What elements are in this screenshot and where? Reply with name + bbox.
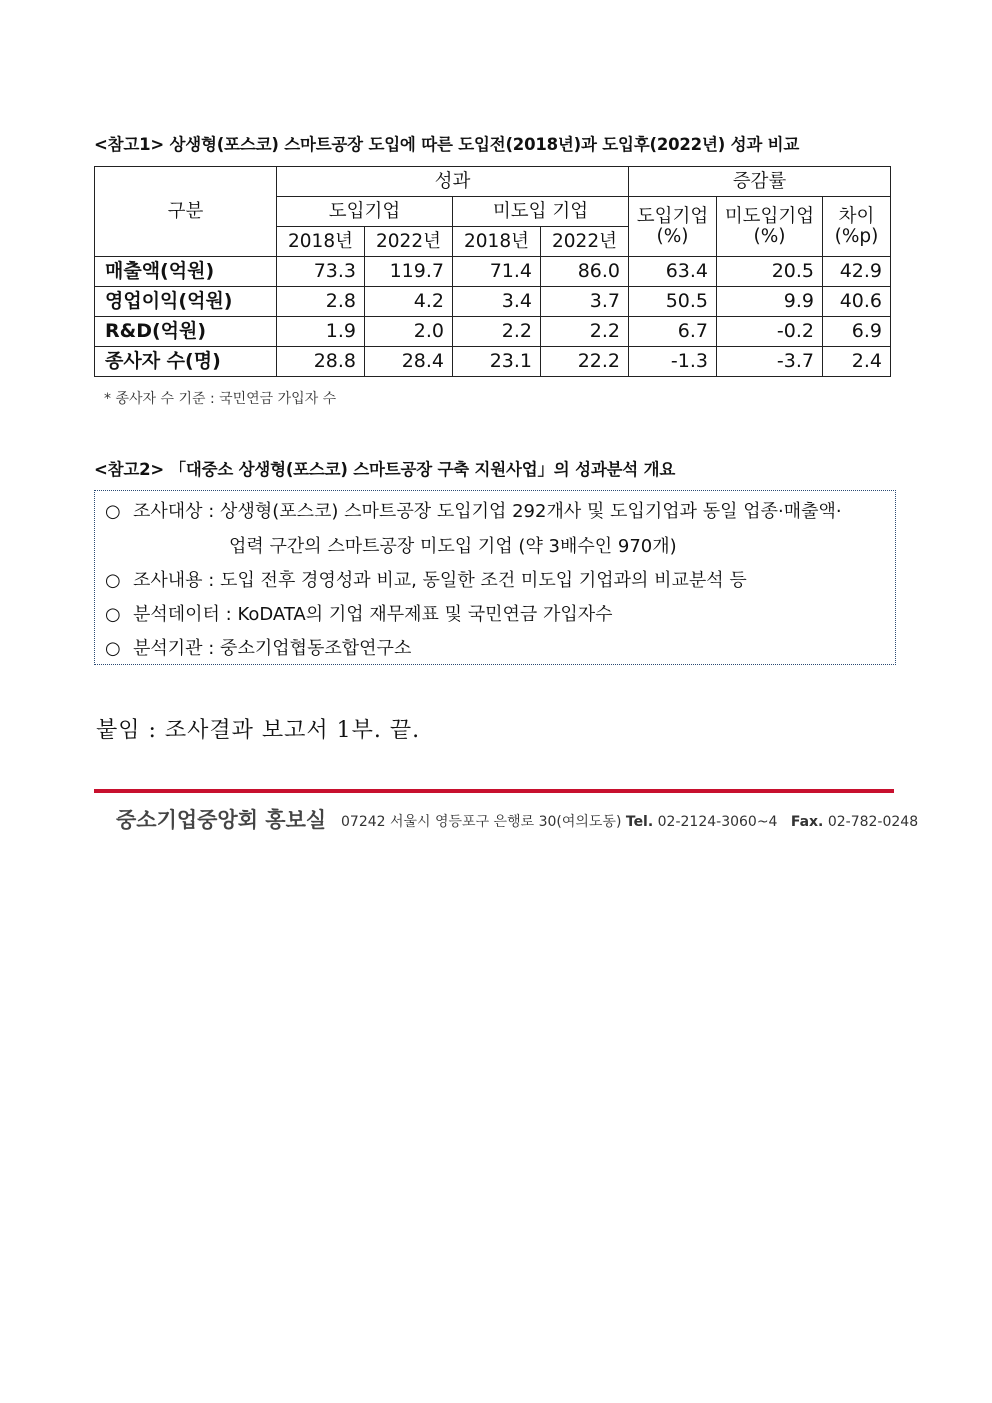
circle-bullet-icon: ○ (105, 638, 121, 659)
list-item: ○ 조사대상 : 상생형(포스코) 스마트공장 도입기업 292개사 및 도입기업과 동일 업종·매출액· (105, 501, 842, 522)
reference-2-title: <참고2> 「대중소 상생형(포스코) 스마트공장 구축 지원사업」의 성과분석 개요 (94, 460, 676, 479)
header-performance: 성과 (277, 167, 629, 197)
analysis-overview-box (94, 490, 896, 665)
list-item: ○ 조사내용 : 도입 전후 경영성과 비교, 동일한 조건 미도입 기업과의 비교분석 등 (105, 570, 747, 591)
cell-non-adopted-2018: 2.2 (453, 317, 541, 347)
cell-adopted-rate: 50.5 (629, 287, 717, 317)
cell-non-adopted-2018: 71.4 (453, 257, 541, 287)
header-category: 구분 (95, 167, 277, 257)
footer-address: 07242 서울시 영등포구 은행로 30(여의도동) (341, 814, 622, 830)
cell-adopted-2018: 73.3 (277, 257, 365, 287)
row-label: 매출액(억원) (95, 257, 277, 287)
row-label: R&D(억원) (95, 317, 277, 347)
cell-difference: 2.4 (823, 347, 891, 377)
cell-non-adopted-rate: 9.9 (717, 287, 823, 317)
list-item-continuation: 업력 구간의 스마트공장 미도입 기업 (약 3배수인 970개) (229, 536, 677, 557)
row-label: 종사자 수(명) (95, 347, 277, 377)
cell-non-adopted-rate: -3.7 (717, 347, 823, 377)
header-adopted: 도입기업 (277, 197, 453, 227)
header-non-adopted-2022: 2022년 (541, 227, 629, 257)
cell-adopted-2022: 28.4 (365, 347, 453, 377)
header-adopted-pct: 도입기업 (%) (629, 197, 717, 257)
cell-difference: 6.9 (823, 317, 891, 347)
footer-divider (94, 789, 894, 793)
cell-non-adopted-2022: 22.2 (541, 347, 629, 377)
cell-adopted-rate: 6.7 (629, 317, 717, 347)
cell-adopted-2018: 28.8 (277, 347, 365, 377)
footer-contact (341, 811, 918, 831)
cell-adopted-2018: 1.9 (277, 317, 365, 347)
header-non-adopted: 미도입 기업 (453, 197, 629, 227)
header-change-rate: 증감률 (629, 167, 891, 197)
cell-adopted-2018: 2.8 (277, 287, 365, 317)
table-footnote: * 종사자 수 기준 : 국민연금 가입자 수 (104, 391, 337, 407)
footer-organization: 중소기업중앙회 홍보실 (116, 808, 327, 832)
fax-number: 02-782-0248 (827, 814, 919, 830)
cell-non-adopted-rate: -0.2 (717, 317, 823, 347)
header-difference: 차이 (%p) (823, 197, 891, 257)
cell-non-adopted-2022: 86.0 (541, 257, 629, 287)
cell-adopted-rate: -1.3 (629, 347, 717, 377)
table-row (95, 257, 891, 287)
table-row (95, 317, 891, 347)
cell-adopted-2022: 119.7 (365, 257, 453, 287)
cell-non-adopted-rate: 20.5 (717, 257, 823, 287)
circle-bullet-icon: ○ (105, 570, 121, 591)
cell-non-adopted-2022: 3.7 (541, 287, 629, 317)
cell-adopted-2022: 2.0 (365, 317, 453, 347)
circle-bullet-icon: ○ (105, 501, 121, 522)
tel-label: Tel. (625, 814, 654, 830)
header-non-adopted-2018: 2018년 (453, 227, 541, 257)
header-non-adopted-pct: 미도입기업 (%) (717, 197, 823, 257)
tel-number: 02-2124-3060~4 (657, 814, 778, 830)
cell-non-adopted-2018: 3.4 (453, 287, 541, 317)
reference-1-title: <참고1> 상생형(포스코) 스마트공장 도입에 따른 도입전(2018년)과 도입후(2022년) 성과 비교 (94, 135, 800, 154)
circle-bullet-icon: ○ (105, 604, 121, 625)
cell-adopted-2022: 4.2 (365, 287, 453, 317)
attachment-note: 붙임 : 조사결과 보고서 1부. 끝. (96, 718, 421, 743)
row-label: 영업이익(억원) (95, 287, 277, 317)
cell-difference: 42.9 (823, 257, 891, 287)
header-adopted-2018: 2018년 (277, 227, 365, 257)
table-header-row (95, 167, 891, 197)
cell-non-adopted-2018: 23.1 (453, 347, 541, 377)
list-item: ○ 분석기관 : 중소기업협동조합연구소 (105, 638, 412, 659)
cell-difference: 40.6 (823, 287, 891, 317)
fax-label: Fax. (790, 814, 824, 830)
table-row (95, 347, 891, 377)
cell-non-adopted-2022: 2.2 (541, 317, 629, 347)
cell-adopted-rate: 63.4 (629, 257, 717, 287)
header-adopted-2022: 2022년 (365, 227, 453, 257)
table-row (95, 287, 891, 317)
list-item: ○ 분석데이터 : KoDATA의 기업 재무제표 및 국민연금 가입자수 (105, 604, 613, 625)
performance-comparison-table (94, 166, 891, 377)
